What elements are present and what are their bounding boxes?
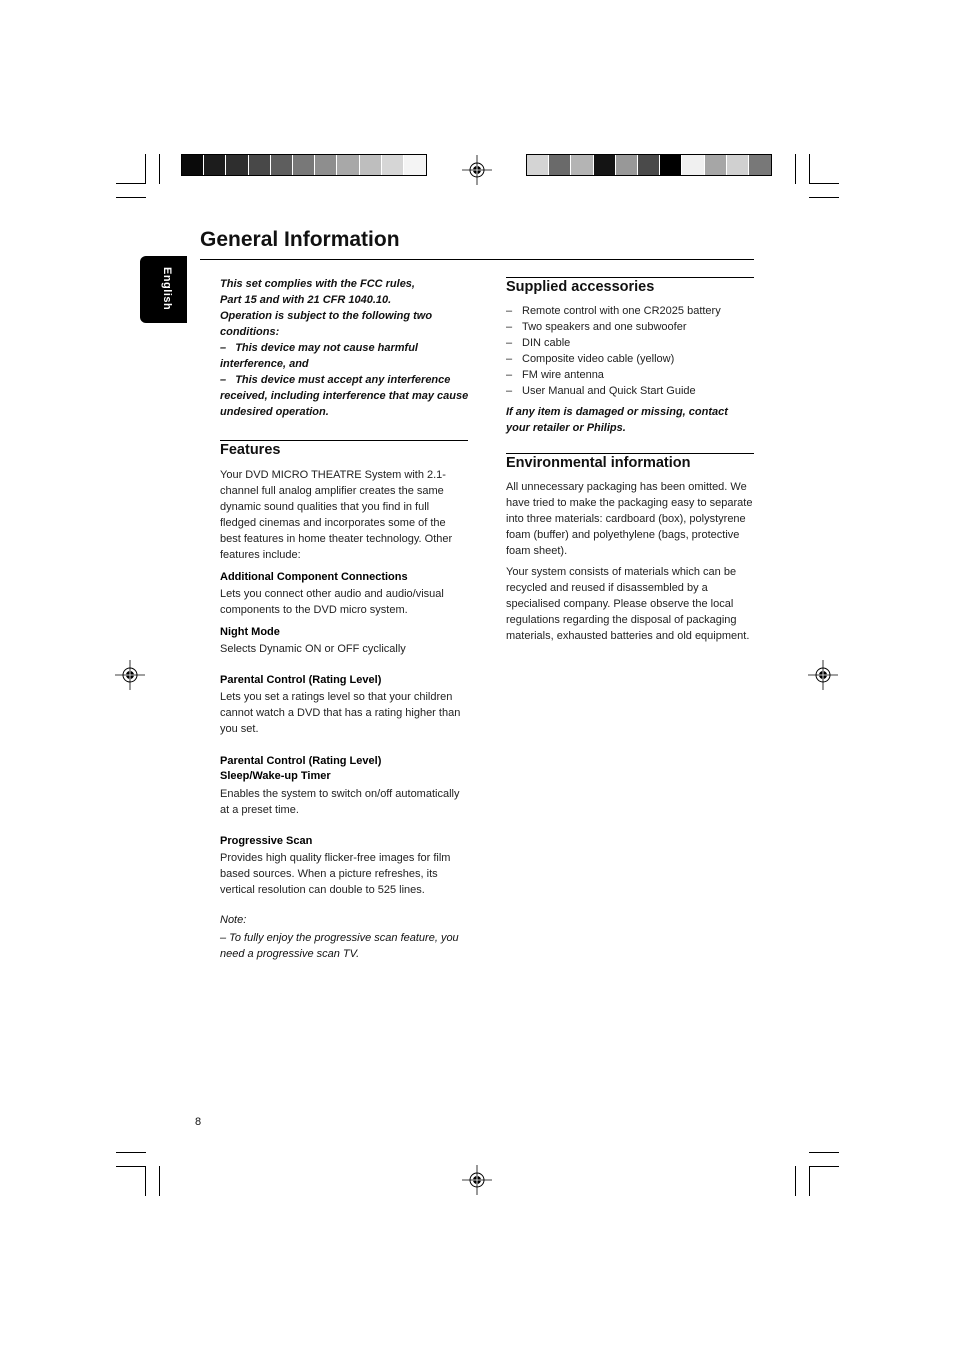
fcc-condition-text: This device may not cause harmful interference, and [220, 342, 418, 370]
crop-mark [116, 1152, 146, 1153]
color-swatch [594, 155, 616, 175]
features-intro: Your DVD MICRO THEATRE System with 2.1-channel full analog amplifier creates the same dynamic sound qualities that you find in full fledged cinemas and incorporates some of the best features in home theater technology. Other features include: [220, 469, 453, 561]
color-swatch [660, 155, 682, 175]
fcc-line: This set complies with the FCC rules, [220, 278, 415, 290]
color-swatch [337, 155, 359, 175]
crop-mark [159, 1166, 160, 1196]
page-title: General Information [200, 228, 400, 251]
color-swatch [293, 155, 315, 175]
accessories-list [506, 303, 721, 399]
feature-title: Progressive Scan [220, 835, 313, 847]
title-divider [200, 259, 754, 260]
note-label: Note: [220, 914, 247, 926]
features-heading: Features [220, 442, 281, 458]
color-swatch [271, 155, 293, 175]
registration-mark-icon [462, 1165, 492, 1195]
crop-mark [809, 1152, 839, 1153]
list-item: – Two speakers and one subwoofer [506, 319, 721, 335]
color-calibration-bar-right [526, 154, 772, 176]
list-item: – Remote control with one CR2025 battery [506, 303, 721, 319]
feature-text: Lets you connect other audio and audio/visual components to the DVD micro system. [220, 588, 444, 616]
color-swatch [749, 155, 771, 175]
crop-mark [809, 1166, 839, 1167]
registration-mark-icon [462, 155, 492, 185]
crop-mark [145, 1166, 146, 1196]
color-swatch [404, 155, 426, 175]
color-calibration-bar-left [181, 154, 427, 176]
feature-text: Selects Dynamic ON or OFF cyclically [220, 643, 406, 655]
section-divider [506, 277, 754, 278]
color-swatch [705, 155, 727, 175]
crop-mark [809, 183, 839, 184]
environment-paragraph: Your system consists of materials which can be recycled and reused if disassembled by a specialised company. Please observe the local regulations regarding the disposal of packaging materials, exhausted batteries and old equipment. [506, 566, 750, 642]
color-swatch [226, 155, 248, 175]
color-swatch [571, 155, 593, 175]
feature-title: Parental Control (Rating Level) [220, 755, 382, 767]
note-text: – To fully enjoy the progressive scan feature, you need a progressive scan TV. [220, 932, 459, 960]
crop-mark [116, 1166, 146, 1167]
feature-title: Night Mode [220, 626, 280, 638]
color-swatch [382, 155, 404, 175]
feature-title: Additional Component Connections [220, 571, 408, 583]
color-swatch [549, 155, 571, 175]
color-swatch [182, 155, 204, 175]
feature-title: Parental Control (Rating Level) [220, 674, 382, 686]
color-swatch [360, 155, 382, 175]
fcc-condition [220, 340, 470, 372]
accessories-heading: Supplied accessories [506, 279, 655, 295]
accessories-note: If any item is damaged or missing, contact your retailer or Philips. [506, 406, 728, 434]
color-swatch [727, 155, 749, 175]
list-item: – Composite video cable (yellow) [506, 351, 721, 367]
registration-mark-icon [115, 660, 145, 690]
crop-mark [116, 197, 146, 198]
environment-paragraph: All unnecessary packaging has been omitted. We have tried to make the packaging easy to separate into three materials: cardboard (box), polystyrene foam (buffer) and polyethylene (bags, protective foam sheet). [506, 481, 753, 557]
feature-text: Enables the system to switch on/off automatically at a preset time. [220, 788, 460, 816]
color-swatch [682, 155, 704, 175]
list-item: – User Manual and Quick Start Guide [506, 383, 721, 399]
color-swatch [315, 155, 337, 175]
crop-mark [145, 154, 146, 184]
color-swatch [616, 155, 638, 175]
feature-title: Sleep/Wake-up Timer [220, 770, 331, 782]
language-tab [140, 256, 187, 323]
fcc-line: Part 15 and with 21 CFR 1040.10. [220, 294, 392, 306]
fcc-condition-text: This device must accept any interference received, including interference that may cause undesired operation. [220, 374, 469, 418]
page-number: 8 [195, 1116, 202, 1128]
registration-mark-icon [808, 660, 838, 690]
dash: – [220, 374, 227, 386]
dash: – [220, 342, 227, 354]
color-swatch [249, 155, 271, 175]
feature-text: Lets you set a ratings level so that your children cannot watch a DVD that has a rating higher than you set. [220, 691, 461, 735]
language-tab-label: English [161, 267, 173, 311]
list-item: – FM wire antenna [506, 367, 721, 383]
fcc-condition [220, 372, 470, 420]
feature-text: Provides high quality flicker-free images for film based sources. When a picture refreshes, its vertical resolution can double to 525 lines. [220, 852, 451, 896]
crop-mark [795, 154, 796, 184]
crop-mark [159, 154, 160, 184]
list-item: – DIN cable [506, 335, 721, 351]
color-swatch [638, 155, 660, 175]
color-swatch [527, 155, 549, 175]
section-divider [220, 440, 468, 441]
color-swatch [204, 155, 226, 175]
crop-mark [795, 1166, 796, 1196]
crop-mark [116, 183, 146, 184]
crop-mark [809, 197, 839, 198]
fcc-line: Operation is subject to the following two conditions: [220, 310, 433, 338]
section-divider [506, 453, 754, 454]
environment-heading: Environmental information [506, 455, 691, 471]
crop-mark [809, 1166, 810, 1196]
crop-mark [809, 154, 810, 184]
fcc-notice [220, 276, 470, 420]
